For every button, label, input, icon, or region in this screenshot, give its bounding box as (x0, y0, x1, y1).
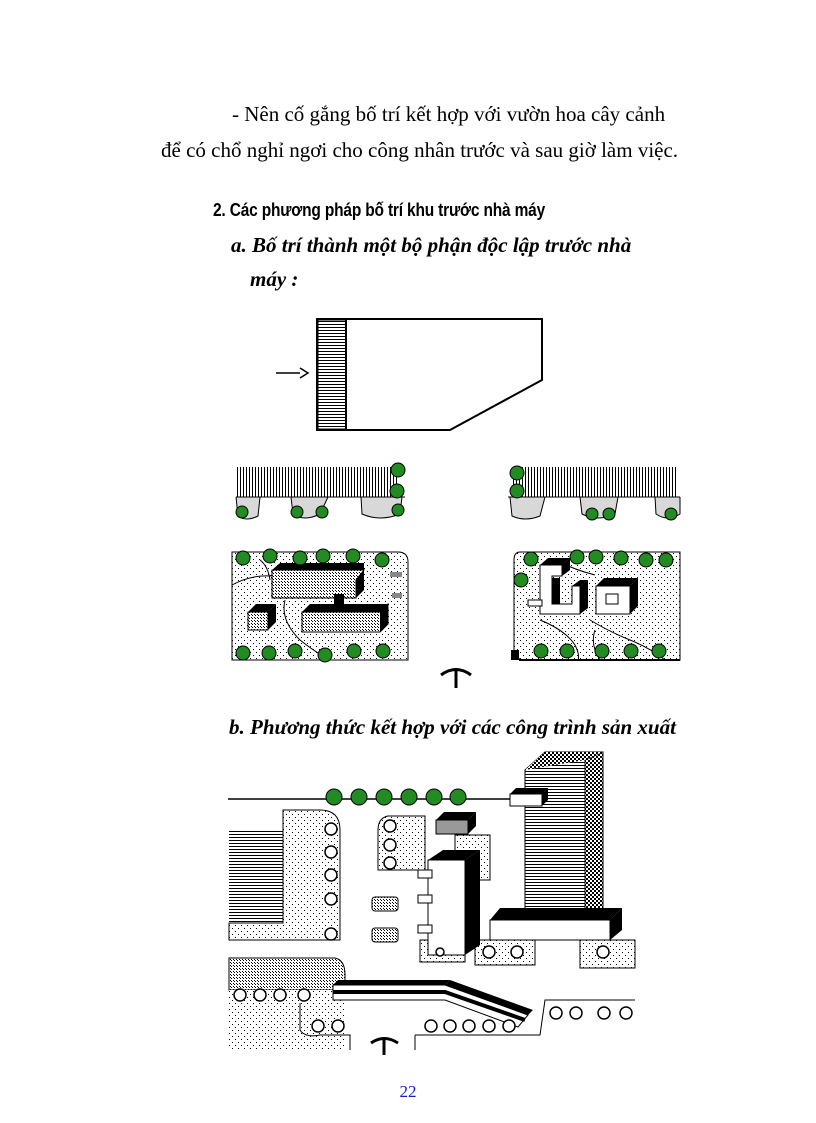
north-arrow-icon (441, 668, 471, 688)
north-arrow-icon-2 (371, 1037, 398, 1055)
subsection-b-title: b. Phương thức kết hợp với các công trình sản xuất (229, 715, 676, 739)
front-garden-plan-left (232, 463, 408, 662)
front-garden-plan-right (508, 466, 680, 660)
paragraph-line-1: - Nên cố gắng bố trí kết hợp với vườn hoa cây cảnh (232, 102, 666, 126)
section-heading: 2. Các phương pháp bố trí khu trước nhà máy (213, 200, 546, 220)
entrance-arrow-icon (276, 368, 308, 378)
paragraph-line-2: để có chổ nghỉ ngơi cho công nhân trước và sau giờ làm việc. (161, 138, 679, 162)
building-outline-diagram (276, 319, 542, 430)
page-number: 22 (399, 1082, 417, 1101)
combined-site-plan (228, 752, 635, 1055)
subsection-a-title: a. Bố trí thành một bộ phận độc lập trước nhà (231, 233, 632, 257)
subsection-a-title-cont: máy : (250, 267, 299, 291)
